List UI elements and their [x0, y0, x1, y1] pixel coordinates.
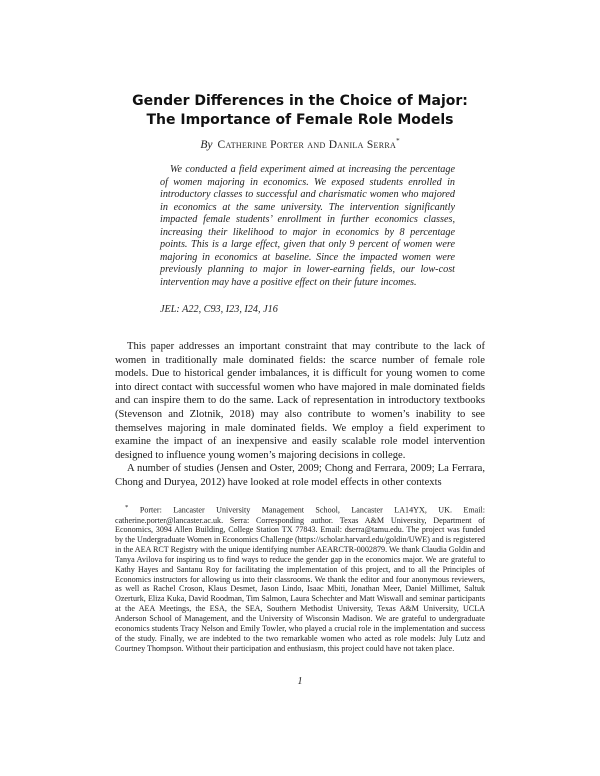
author-footnote-marker[interactable]: *	[396, 137, 400, 145]
body-paragraph-1: This paper addresses an important constraint that may contribute to the lack of women in traditionally male dominated fields: the scarce number of female role models. Due to historical gender imbalances, it is difficult for young women to come into direct contact with successful women who have majored in male dominated fields and can inspire them to do the same. Lack of representation in introductory textbooks (Stevenson and Zlotnik, 2018) may also contribute to women’s inability to see themselves majoring in male dominated fields. We employ a field experiment to examine the impact of an inexpensive and easily scalable role model intervention designed to influence young women’s majoring decisions in college.	[115, 341, 485, 461]
author-names: Catherine Porter and Danila Serra	[217, 138, 397, 151]
paper-title	[0, 92, 600, 130]
author-line	[0, 137, 600, 151]
footnote-marker: *	[125, 504, 129, 511]
page-number: 1	[297, 676, 303, 687]
footnote-text: Porter: Lancaster University Management School, Lancaster LA14YX, UK. Email: catherine.porter@lancaster.ac.uk. Serra: Corresponding author. Texas A&M University, Department of Economics, 3094 Allen Building, College Station TX 77843. Email: dserra@tamu.edu. The project was funded by the Undergraduate Women in Economics Challenge (https://scholar.harvard.edu/goldin/UWE) and is registered in the AEA RCT Registry with the unique identifying number AEARCTR-0002879. We thank Claudia Goldin and Tanya Avilova for inspiring us to find ways to reduce the gender gap in the economics major. We are grateful to Kathy Hayes and Santanu Roy for facilitating the implementation of this project, and to all the Principles of Economics instructors for allowing us into their classrooms. We thank the editor and four anonymous reviewers, as well as Rachel Croson, Klaus Desmet, Jason Lindo, Isaac Mbiti, Jonathan Meer, Daniel Millimet, Saltuk Ozerturk, Eliza Kuka, David Roodman, Tim Salmon, Laura Schechter and Matt Wiswall and seminar participants at the AEA Meetings, the ESA, the SEA, Southern Methodist University, Texas A&M University, UCLA Anderson School of Management, and the University of Wisconsin Madison. We are grateful to undergraduate economics students Tracy Nelson and Emily Towler, who played a crucial role in the implementation and success of the study. Finally, we are indebted to the two remarkable women who acted as role models: July Lutz and Courtney Thompson. Without their participation and enthusiasm, this project could have not taken place.	[115, 505, 485, 653]
title-line-1: Gender Differences in the Choice of Major:	[132, 93, 468, 109]
by-label: By	[200, 138, 213, 151]
jel-codes: JEL: A22, C93, I23, I24, J16	[160, 304, 278, 315]
body-paragraph-2: A number of studies (Jensen and Oster, 2009; Chong and Ferrara, 2009; La Ferrara, Chong and Duryea, 2012) have looked at role model effects in other contexts	[115, 463, 485, 488]
abstract: We conducted a field experiment aimed at increasing the percentage of women majoring in economics. We exposed students enrolled in introductory classes to successful and charismatic women who majored in economics at the same university. The intervention significantly impacted female students’ enrollment in further economics classes, increasing their likelihood to major in economics by 8 percentage points. This is a large effect, given that only 9 percent of women were majoring in economics at baseline. Since the impacted women were previously planning to major in lower-earning fields, our low-cost intervention may have a positive effect on their future incomes.	[160, 164, 455, 288]
title-line-2: The Importance of Female Role Models	[146, 112, 454, 128]
footnote	[115, 503, 485, 653]
